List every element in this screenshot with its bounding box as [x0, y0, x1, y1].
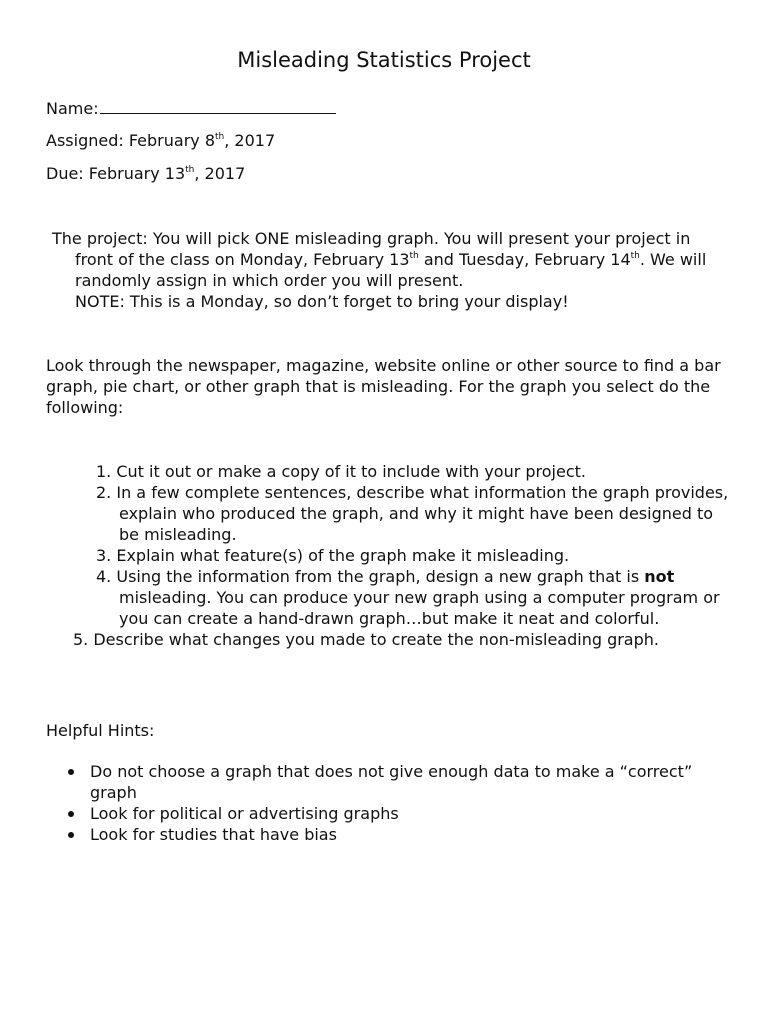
step-item: 2. In a few complete sentences, describe what information the graph provides, explain who produced the graph, and why it might have been designed to be misleading. [96, 483, 729, 544]
assigned-year: , 2017 [224, 131, 276, 150]
hint-text: Look for political or advertising graphs [90, 804, 399, 823]
project-sup-1: th [409, 250, 419, 261]
page-title: Misleading Statistics Project [237, 48, 531, 72]
project-text-3: . We will randomly assign in which order you will present. [75, 250, 707, 290]
project-text-2: and Tuesday, February 14 [418, 250, 631, 269]
hint-item [68, 803, 708, 824]
hint-text: Do not choose a graph that does not give enough data to make a “correct” graph [90, 762, 693, 802]
instructions-paragraph: Look through the newspaper, magazine, website online or other source to find a bar graph, pie chart, or other graph that is misleading. For the graph you select do the following: [46, 356, 721, 417]
assigned-line [46, 130, 275, 151]
assigned-sup: th [215, 131, 225, 142]
project-note: NOTE: This is a Monday, so don’t forget to bring your display! [75, 292, 569, 311]
hints-heading: Helpful Hints: [46, 721, 155, 740]
step-4-bold: not [644, 567, 675, 586]
hint-item [68, 761, 708, 803]
step-item [96, 566, 736, 629]
step-item: 1. Cut it out or make a copy of it to include with your project. [96, 462, 586, 481]
project-text-1: The project: You will pick ONE misleading graph. You will present your project in front of the class on Monday, February 13 [52, 229, 691, 269]
hint-text: Look for studies that have bias [90, 825, 337, 844]
project-paragraph [52, 228, 732, 312]
steps-list [73, 461, 736, 650]
project-sup-2: th [630, 250, 640, 261]
due-label: Due: February 13 [46, 164, 186, 183]
assigned-label: Assigned: February 8 [46, 131, 215, 150]
bullet-icon [68, 811, 74, 817]
name-blank [100, 97, 336, 114]
name-label: Name: [46, 99, 99, 118]
hints-list [68, 761, 708, 845]
step-4-text-end: misleading. You can produce your new graph using a computer program or you can create a hand-drawn graph…but make it neat and colorful. [119, 588, 720, 628]
hint-item [68, 824, 708, 845]
name-line [46, 97, 336, 119]
step-item: 3. Explain what feature(s) of the graph make it misleading. [96, 546, 570, 565]
due-sup: th [185, 164, 195, 175]
step-4-text: 4. Using the information from the graph, design a new graph that is [96, 567, 645, 586]
step-item: 5. Describe what changes you made to create the non-misleading graph. [73, 630, 659, 649]
project-description [52, 228, 732, 312]
bullet-icon [68, 769, 74, 775]
due-year: , 2017 [194, 164, 246, 183]
due-line [46, 163, 245, 184]
bullet-icon [68, 832, 74, 838]
